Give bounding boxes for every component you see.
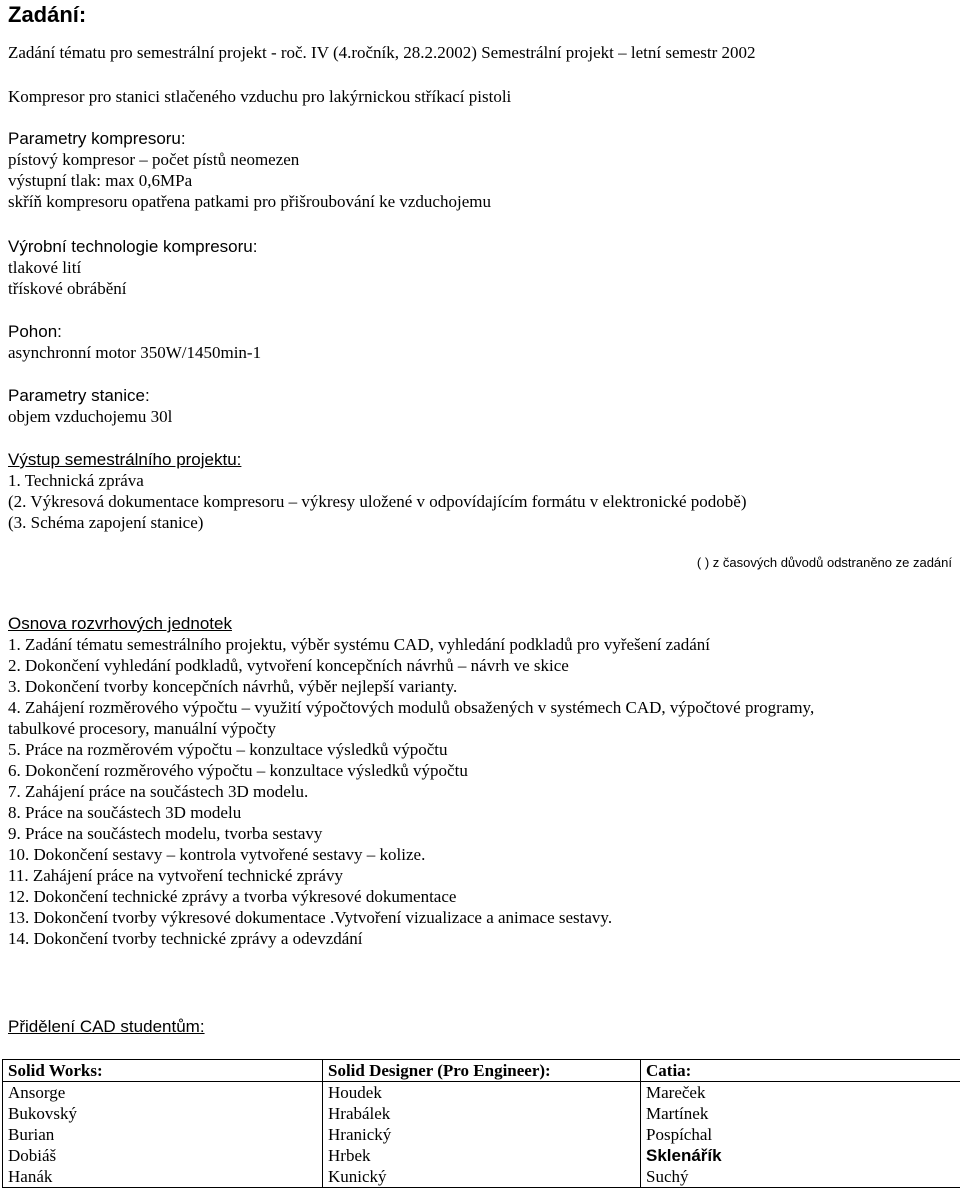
schedule-item: 2. Dokončení vyhledání podkladů, vytvoření koncepčních návrhů – návrh ve skice — [8, 656, 569, 675]
schedule-item: 5. Práce na rozměrovém výpočtu – konzultace výsledků výpočtu — [8, 740, 448, 759]
table-cell: Burian — [3, 1124, 323, 1145]
schedule-item: tabulkové procesory, manuální výpočty — [8, 719, 276, 738]
section-heading: Výrobní technologie kompresoru: — [8, 237, 258, 256]
table-cell: Kunický — [323, 1166, 641, 1188]
output-line: 1. Technická zpráva — [8, 471, 144, 490]
table-cell: Hrbek — [323, 1145, 641, 1166]
table-row — [3, 1124, 960, 1145]
technology-section — [8, 236, 952, 299]
table-cell: Hanák — [3, 1166, 323, 1188]
table-cell: Houdek — [323, 1082, 641, 1104]
table-cell: Dobiáš — [3, 1145, 323, 1166]
section-heading: Osnova rozvrhových jednotek — [8, 614, 232, 633]
table-cell: Martínek — [641, 1103, 960, 1124]
table-cell: Hranický — [323, 1124, 641, 1145]
output-line: (2. Výkresová dokumentace kompresoru – výkresy uložené v odpovídajícím formátu v elektronické podobě) — [8, 492, 747, 511]
schedule-item: 13. Dokončení tvorby výkresové dokumentace .Vytvoření vizualizace a animace sestavy. — [8, 908, 613, 927]
technology-line: tlakové lití — [8, 258, 82, 277]
column-header-solid-designer: Solid Designer (Pro Engineer): — [323, 1060, 641, 1082]
removed-note: ( ) z časových důvodů odstraněno ze zadání — [696, 555, 952, 570]
column-header-solidworks: Solid Works: — [3, 1060, 323, 1082]
station-params-section — [8, 385, 952, 427]
section-heading: Parametry kompresoru: — [8, 129, 186, 148]
schedule-item: 4. Zahájení rozměrového výpočtu – využití výpočtových modulů obsažených v systémech CAD, výpočtové programy, — [8, 698, 815, 717]
schedule-item: 6. Dokončení rozměrového výpočtu – konzultace výsledků výpočtu — [8, 761, 468, 780]
table-cell: Hrabálek — [323, 1103, 641, 1124]
schedule-item: 12. Dokončení technické zprávy a tvorba výkresové dokumentace — [8, 887, 457, 906]
table-row — [3, 1082, 960, 1104]
param-line: pístový kompresor – počet pístů neomezen — [8, 150, 300, 169]
schedule-item: 14. Dokončení tvorby technické zprávy a odevzdání — [8, 929, 363, 948]
schedule-item: 11. Zahájení práce na vytvoření technické zprávy — [8, 866, 343, 885]
schedule-item: 10. Dokončení sestavy – kontrola vytvořené sestavy – kolize. — [8, 845, 426, 864]
table-cell: Ansorge — [3, 1082, 323, 1104]
schedule-item: 3. Dokončení tvorby koncepčních návrhů, výběr nejlepší varianty. — [8, 677, 458, 696]
technology-line: třískové obrábění — [8, 279, 127, 298]
schedule-item: 7. Zahájení práce na součástech 3D modelu. — [8, 782, 309, 801]
cad-assignment-table — [2, 1059, 960, 1188]
table-row — [3, 1145, 960, 1166]
subject-line: Kompresor pro stanici stlačeného vzduchu pro lakýrnickou stříkací pistoli — [8, 87, 512, 106]
schedule-item: 9. Práce na součástech modelu, tvorba sestavy — [8, 824, 323, 843]
table-cell: Pospíchal — [641, 1124, 960, 1145]
output-line: (3. Schéma zapojení stanice) — [8, 513, 204, 532]
column-header-catia: Catia: — [641, 1060, 960, 1082]
table-row — [3, 1103, 960, 1124]
intro-line: Zadání tématu pro semestrální projekt - roč. IV (4.ročník, 28.2.2002) Semestrální projekt – letní semestr 2002 — [8, 43, 756, 62]
table-cell: Mareček — [641, 1082, 960, 1104]
drive-section — [8, 321, 952, 363]
param-line: výstupní tlak: max 0,6MPa — [8, 171, 193, 190]
table-header-row — [3, 1060, 960, 1082]
table-row — [3, 1166, 960, 1188]
schedule-item: 1. Zadání tématu semestrálního projektu, výběr systému CAD, vyhledání podkladů pro vyřešení zadání — [8, 635, 711, 654]
section-heading: Pohon: — [8, 322, 62, 341]
section-heading: Výstup semestrálního projektu: — [8, 450, 242, 469]
table-cell: Suchý — [641, 1166, 960, 1188]
table-cell: Sklenářík — [641, 1145, 960, 1166]
param-line: skříň kompresoru opatřena patkami pro přišroubování ke vzduchojemu — [8, 192, 491, 211]
compressor-params-section — [8, 128, 952, 212]
section-heading: Parametry stanice: — [8, 386, 150, 405]
table-cell: Bukovský — [3, 1103, 323, 1124]
schedule-section — [8, 613, 952, 949]
schedule-item: 8. Práce na součástech 3D modelu — [8, 803, 242, 822]
station-line: objem vzduchojemu 30l — [8, 407, 173, 426]
cad-heading: Přidělení CAD studentům: — [8, 1017, 205, 1036]
drive-line: asynchronní motor 350W/1450min-1 — [8, 343, 262, 362]
page-title: Zadání: — [8, 2, 87, 27]
output-section — [8, 449, 952, 533]
